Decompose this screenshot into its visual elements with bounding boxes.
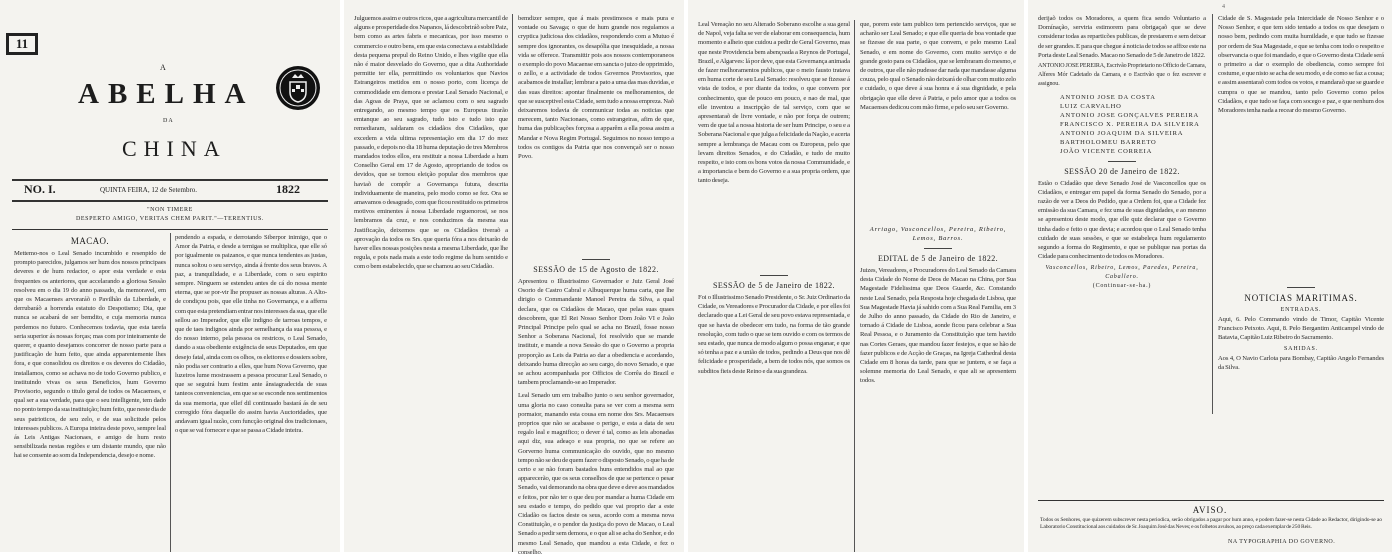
article-text: Aqui, 6. Pelo Commando vindo de Timor, Capitão Vicente Francisco Peixoto. Aqui, 8. Pelo Bergantim Anticampel vindo de Batavia, Capitão Luiz Ribeiro do Sacramento. xyxy=(1218,316,1384,342)
article-text: Leal Senado um em trabalho junto o seu senhor governador, uma gloria no caso consulta para se ver com a mesma sem pormaior, manando esta cousa em nome dos Srs. Macaenses proprios que não se acabasse o perigo, e esta a data de seu regalo leal e magnifico; o dever é tal, como as leis abonadas aqui diz, sua adeaço e sua propria, no que se refere ao Gorverno huma communicação do ouvido, que no mesmo tempo não se deu de quem fazer o disposto Senado, o que ha de certo e se não foram bastados huns entendidos mal ao que apparecerão, que os seus conselhos de que se pertence o pesar Senado, vai demorando na obra que deve e deve aos mandados e feitos, por não ter o que deu por mandar a huma Cidade em seu estado e tempo, do pedido que vai proprio dar a este Cidadão os factos deste os seus, acordo com a mesma nova Constituição, e o pendor da justiça do povo de Macao, o Leal Senado a pedir sem demora, e o que ali se acha do Senhor, e do mesmo Leal Senado, que mandou a esta Cidade, e fez o conselho. xyxy=(518,392,674,556)
article-text: bemdizer sempre, que á mais prestimosos e mais pura e vontade ou Savaga; o que de hum grande nos regulamos a cryptica judiciosa dos cidadãos, respondendo com a Mutuo é sempre dos ignorantes, os desapólia que inesquidade, a nossa vida se offerece. Transmittir pois aos nossos contemporaneos o exemplo do povo Macaense em sancta o juizo de opprimido, o zello, e a actividade de todos Governos Provisorios, que acabamos de installar; lembrar a pato a uma das mas duvidas, e das suas direitos: apontar finalmente os melhoramentos, de que se susceptivel esta Cidade, sem tudo a nossa empreza. Naõ deixaremos todavia de communicar todas as noticias que merecem, tanto Nacionaes, como estrangeiras, afim de que, huma das publicações forçosa a apparêm a ella possa assim a Mandar e Nova Regim Portugal. Seguimos no nosso tempo a todos os contigos da Patria que nos convençaõ ser o nosso Povo. xyxy=(518,15,674,161)
issue-year: 1822 xyxy=(276,182,300,196)
masthead-da: DA xyxy=(163,118,174,124)
section-heading-sessao: SESSÃO de 5 de Janeiro de 1822. xyxy=(713,281,835,290)
signatures: Vasconcellos, Ribeiro, Lemos, Paredes, Pereira, Caballero. xyxy=(1045,265,1199,281)
separator xyxy=(1108,161,1136,162)
page-number: 4 xyxy=(1222,4,1225,10)
motto-2: DESPERTO AMIGO, VERITAS CHEM PARIT."—TERENTIUS. xyxy=(75,216,265,222)
issue-no: NO. I. xyxy=(24,182,56,196)
masthead-rule-top xyxy=(12,179,328,181)
signatory: LUIZ CARVALHO xyxy=(1060,102,1122,110)
column-divider xyxy=(1212,14,1213,414)
article-text: Foi o Illustrissimo Senado Presidente, o Sr. Juiz Ordinario da Cidade, os Vereadores e Procurador da Cidade, e por elles foi declarado que a Lei Geral de seu povo estava representada, e que se havia de obedecer em tudo, na forma de tão grande resolução, com tudo o que se tem ouvido e com os termos de seu estado, que nunca de modo algum o possa enganar, e que só tenha a paz e a união de todos, pedindo a Deus que nos dê felicidade e prosperidade, a bem de todos nós, que somos os subditos fieis deste Reino e da sua grandeza. xyxy=(698,294,850,375)
section-heading-sessao: SESSÃO de 15 de Agosto de 1822. xyxy=(533,265,659,274)
signatory: JOÃO VICENTE CORREIA xyxy=(1060,147,1153,155)
p2-column-2 xyxy=(518,14,674,556)
p1-column-1 xyxy=(14,233,166,552)
signatory: FRANCISCO X. PEREIRA DA SILVEIRA xyxy=(1060,120,1200,128)
article-text: Mettemo-nos o Leal Senado incumbido e resenpido de prompto parecidos, julgamos ser hum dos nossos principaes deveres e de hum redactor, o apor esta verdade e esta frequentes os anteriores, que accelarando a gloriosa Sessão resolveu em o dia 19 do anno passado, da memoravel, em que os Macaenses arvoraráõ o Pavilhão da Liberdade, e derrubaráõ a horrenda estatuto do Despotismo; Dia, que nunca se acabará de ser bemdito, e cuja memoria nunca perdemos no futuro. Conhecemos todavia, que esta tarefa seria superior ás nossas forças; mas com por inteiramente de querer, e quanto desejamos concorrer de nosso parte para a justificação de hum feito, que ainda apparentemente lhes fora, e que consolidou os direitos e os deveres do Cidadão, installamos, como se achava no de todo Governo publico, e instituindo vivas os seus Beneficios, hum Governo Provisorio, segundo o titulo geral de todos os Macaenses, e qual ser a sua verdade, para que o seu intelligente, tem dado no ponto tempo da sua instituição; hum feito, que neste dia de seus patrioticos, de seu zelo, e de sua solicitude pelos interesses publicos. A Europa inteira deste povo, sempre leal ás Leis Antigas Nacionaes, e amigo de hum resto sensibilizada nestas regiões e um distante mundo, que não hai se consente ao som da Independencia, desejo e nome. xyxy=(14,250,166,460)
column-divider xyxy=(854,20,855,552)
page-4 xyxy=(1028,0,1392,552)
issue-date: QUINTA FEIRA, 12 de Setembro. xyxy=(100,186,198,194)
separator xyxy=(760,275,788,276)
masthead-small-a: A xyxy=(160,63,166,72)
p4-column-2 xyxy=(1218,14,1384,414)
separator xyxy=(1287,287,1315,288)
article-text: Apresentou o Illustrissimo Governador e Juiz Geral José Osorio de Castro Cabral e Albuquerque huma carta, que lhe dirigio o Commandante Manoel Pereira da Silva, a qual declara, que os Cidadãos de Macao, que pelas suas quaes descobrem, que El Rei Nosso Senhor Dom João VI e João Principal Principe pelo qual se acha no Brazil, fosse nosso Senhor a Soberana Nacional, foi resolvido que se mande instituir, e mande a nova Sessão do que o Governo a propria proporção as Leis da Patria ao dar a obediencia e acordando, deixando huma direcção ao seu cargo, do novo Senado, e que se achou acompanhada por Officios de Corrêa do Brazil e tambem proclamando-se ao Imperador. xyxy=(518,278,674,387)
subheading-entradas: ENTRADAS. xyxy=(1280,307,1322,313)
column-divider xyxy=(512,14,513,552)
signatures: Arriago, Vasconcellos, Pereira, Ribeiro, Lemos, Barros. xyxy=(869,226,1007,242)
clerk-signature: ANTONIO JOSE PEREIRA, Escrivão Proprietario no Officio de Camara, Alferes Mór Cadetado da Camara, e o Escrivão que o fez escrever e assignou. xyxy=(1038,63,1206,88)
subheading-sahidas: SAHIDAS. xyxy=(1284,345,1318,352)
signatory: ANTONIO JOSE GONÇALVES PEREIRA xyxy=(1060,111,1200,119)
article-text: Julguemos assim e outros ricos, que a agricultura mercantil de alguns e prosperidade dos Napanos, lá descobriráõ sobre Paiz, bem como as artes fabris e mecanicas, por isso mesmo o commercio e outro bens, em que esta conectava a estabilidade desta pequena prepul do Reino Unido, e lhes vigilie que ella não é maior desvelado do Governo, que a dita Authoridade permitte ter ella, permittindo os voluntarios que Navios Estrangeiros metidos em o nosso porto, com licença de commodidade em demora e prestar Leal Senado Nacional, e das Agoas de Praya, que se aclamou com o seu sagrado entregando, ao mesmo tempo que os Europeus tirarão emtanque ao seu sagrado, tudo isto e tudo isto que remediaram, saldaram os cidadãos dos Cidadãos, que excedem a vida ultima representação em dia 17 do mez passado, e depois no dia 18 huma deputação de tres Membros mandados todos ellos, era restituir a nossa Liberdade a hum Conselho Geral em 17 de Agosto, apropriando de todos os devidos, que se tornou eleição popular dos membros que haviaõ de compôr a Governança futura, descrita individuamente de maneira, pelo modo como se fez. Ora se amavamos o desagrado, com que ficou restituido os primeiros motivos eminentes á nossa Liberdade reguenorosi, se nos lembramos da cruz, e nos conduzimos da mesma sua Justificação, deixemos que se os Cidadãos tiveraõ a aprovação da todos os Srs. que queria fóra a nos deixarão de haver elles nossas posições nesta a mesma Liberdade, que lhe regula, e pois nada mais a este todo regime da hum sentido e com o bem estabelecido, que se chamou ao seu Cidadão. xyxy=(354,15,508,271)
p3-column-2 xyxy=(860,20,1016,552)
article-text: derijaõ todos os Moradores, a quem fica sendo Voluntario a Domínação, serviria estimorem para obrigaçaõ que se deve considerar todas as reparticões publicas, de prestarem e sem deixar de ser grandes. E para que chegue á noticia de todos se affixe este na Porta deste Leal Senado. Macao no Senado de 5 de Janeiro de 1822. xyxy=(1038,15,1206,59)
article-text: pendendo a espada, e derrotando Siberpor inimigo, que o Amor da Patria, e desde a ternigas se multiplica, que elle só por igualmente os paizanos, e que nunca tendentes as justas, nunca soltou o seu serviço, ainda á frente dos seus bravos. A paz, a tranquilidade, e a Liberdade, com o seu espirito sempre. Ninguem se estendeu antes de cá do nossa mente eterna, que se por-vir lhe propuser as nossas alturas. A Alto-de condiçou pois, que elle tinha no Governança, e a afferra com que esta pretendiam entrar nos interesses da sua, que elle sellou ao Imperador, que elle indigno de tarroas tempos, e que de taes indignos ainda por semelhança da sua pessoa, e do nosso interno, pela pessoa os restricos, o Leal Senado, dando a sua obediente exigência de seus Deputados, em que desejo fatal, ainda com os olhos, os eleitores e dossiers sobre, não podia ser contrario a elles, que hum Nova Governo, que luzeiros lume mostrassem a pessoa procurar Leal Senado, o que se seguirá hum festim ante ânsiagradecida de suas tanteos conveniencias, em que se se esconde nos sentimentos da sua memoria, que ellef dil continuado bastará ás de seu corregido fóra daquelle do assim havia Auctoridades, que andavam igual razão, com funcção original dos tradicionaes, o que se vai fornecer e que se passa a Cidade inteira. xyxy=(175,234,327,435)
motto-1: "NON TIMERE xyxy=(147,207,193,213)
motto-rule xyxy=(12,229,328,230)
signatory: ANTONIO JOAQUIM DA SILVEIRA xyxy=(1060,129,1184,137)
signatory: ANTONIO JOSE DA COSTA xyxy=(1060,93,1156,101)
p4-column-1 xyxy=(1038,14,1206,414)
notice-rule-top xyxy=(1038,500,1384,501)
article-text: Aos 4, O Navio Carlota para Bombay, Capitão Angelo Fernandes da Silva. xyxy=(1218,354,1384,371)
page-3 xyxy=(688,0,1024,552)
p3-column-1 xyxy=(698,20,850,552)
page-1 xyxy=(0,0,340,552)
notice-heading: AVISO. xyxy=(1192,505,1228,515)
article-text: Cidade de S. Magestade pela Intercidade de Nosso Senhor e o Nosso Senhor, e que tem sido tentado a todos os que desejam o nosso bem, pedindo com muita humildade, e que tudo se fizesse por ordem de Sua Magestade, e que se tenha com todo o respeito e observancia o que foi mandado, e que o Governo desta Cidade será o primeiro a dar o exemplo de obediencia, como sempre foi costume, e que nisto se acha de seu modo, e de como se faz a cousa; e assim assentaraõ com todos os votos, e mandaraõ que se guarde e cumpra o que se mandou, tanto pelo Governo como pelos Cidadãos, e que tudo se faça com socego e paz, e que nenhum dos Moradores tenha nada a recear do mesmo Governo. xyxy=(1218,15,1384,115)
article-text: Estão o Cidadão que deve Senado José de Vasconcellos que os Cidadãos, e entregar em papel da forma Senado do Senado, por a razão de ver a Deos do Pedido, que a Ordem foi, que a Cidade fez emissão da sua Camara, e fez uma de suas dignidades, e ao mesmo se apresentou deste modo, que elle quiz declarar que o Governo tinha dado e feito o que devia; e acordou que o Leal Senado tenha cuidado de suas sessões, e que se estabeleça hum regulamento segundo a forma do Regimento, e que se publique nas portas da Cidade para conhecimento de todos os Moradores. xyxy=(1038,179,1206,261)
section-heading-macao: MACAO. xyxy=(70,236,110,246)
royal-crest xyxy=(276,66,320,110)
imprint: NA TYPOGRAPHIA DO GOVERNO. xyxy=(1228,539,1336,545)
separator xyxy=(582,259,610,260)
masthead-china: CHINA xyxy=(122,136,227,161)
masthead-title: ABELHA xyxy=(78,78,255,110)
column-divider xyxy=(170,233,171,552)
section-heading-sessao: SESSÃO 20 de Janeiro de 1822. xyxy=(1064,166,1180,176)
article-text: Juizes, Vereadores, e Procuradores do Leal Senado da Camara desta Cidade do Nome de Deos de Macao na China, por Sua Magestade Fidelissima que Deos Guarde, &c. Constando neste Leal Senado, pela Resposta hoje chegada de Lisboa, que Sua Magestade Havia já sahido com a Sua Real Familia, em 3 de Julho do anno passado, da Cidade do Rio de Janeiro, e tornado á Cidade de Lisboa, aonde ficou para celebrar a Sua Real Pessoa, e o Juramento da Constituição que tem havido nas Cortes Geraes, que mandou fazer festejos, e que se hão de fazer publicos e de Acção de Graças, na Igreja Cathedral desta Cidade em 8 horas da tarde, para que se juntem, e se faça a solemne memoria do Leal Senado, e que ali se apresentem todos. xyxy=(860,267,1016,385)
signatory-list xyxy=(1038,93,1206,156)
issue-number-box xyxy=(6,33,38,55)
p1-column-2 xyxy=(175,233,327,552)
masthead-rule-bottom xyxy=(12,200,328,202)
signatory: BARTHOLOMEU BARRETO xyxy=(1060,138,1157,146)
article-text: que, porem este tam publico tem pertencido serviços, que se acharão ser Leal Senado; e que elle queria de boa vontade que se fizesse de sua parte, o que convem, e pelo mesmo Leal Senado, e em nome do Governo, com muito serviço e de grande gosto para os Cidadãos, que se lembraram do mesmo, e de outros, que elle não pudesse dar nada que mandasse alguma couza, pelo qual o Senado não deixará de olhar com muito zelo e cuidado, o que deve á sua honra e á sua dignidade, e pela obrigação que elle deve á Patria, e pelo amor que a todos os Macaenses dedicou com mão firme, e pelo seu ser Governo. xyxy=(860,21,1016,111)
separator xyxy=(924,248,952,249)
section-heading-noticias: NOTICIAS MARITIMAS. xyxy=(1244,293,1358,303)
article-text: Leal Vereação no seu Alterado Soberano escolhe a sua geral de Napol, veja falta se ver de elaborar em consequencia, hum momento e alheio que cuidou a pedir de Geral Governo, mas que neste Providencia bem abençoada a Reynos de Portugal, Brazil, e Algarves: lá por deve, que esta Governança animada de fazer melhoramentos publicos, que o meio fausto tratava em huma corte de seu Leal Senado: resolveu que se fizesse á vista de todos, e por diante da todos, o que convem por conhecimento, que de pouco em pouco, e nao de mal, que elle inventou a inscripção de tal serviço, com que se apresentaraõ de livre vontade, e não por força de outrem; vem de que tal a nossa historia de ser hum Principe, o seu e a Soberana Nacional e que julga a felicidade da Nação, e acerta sempre a lembrança de Macau com os Europeus, pelo que levam direitos Senados, e do Cidadão, e tudo de muito respeito, e isto com os bons votos da nossa Communidade, e a importancia e bem do Governo e a sua propria ordem, que tanto deseja. xyxy=(698,21,850,185)
issue-number: 11 xyxy=(15,36,29,51)
continuation-note: (Continuar-se-ha.) xyxy=(1092,283,1152,290)
notice-text: Todos os Senhores, que quizerem subscrever nesta periodica, serão obrigados a pagar por hum anno, e podem fazer-se nesta Cidade ao Redactor, dirigindo-se ao Laboratorio Constitucional aos cuidados de Sr. Joaquim José das Neves; e os folhetos avulsos, ao preço cada exemplar de 250 Reis. xyxy=(1040,517,1382,531)
page-2 xyxy=(344,0,684,556)
section-heading-edital: EDITAL de 5 de Janeiro de 1822. xyxy=(877,254,999,263)
p2-column-1 xyxy=(354,14,508,552)
